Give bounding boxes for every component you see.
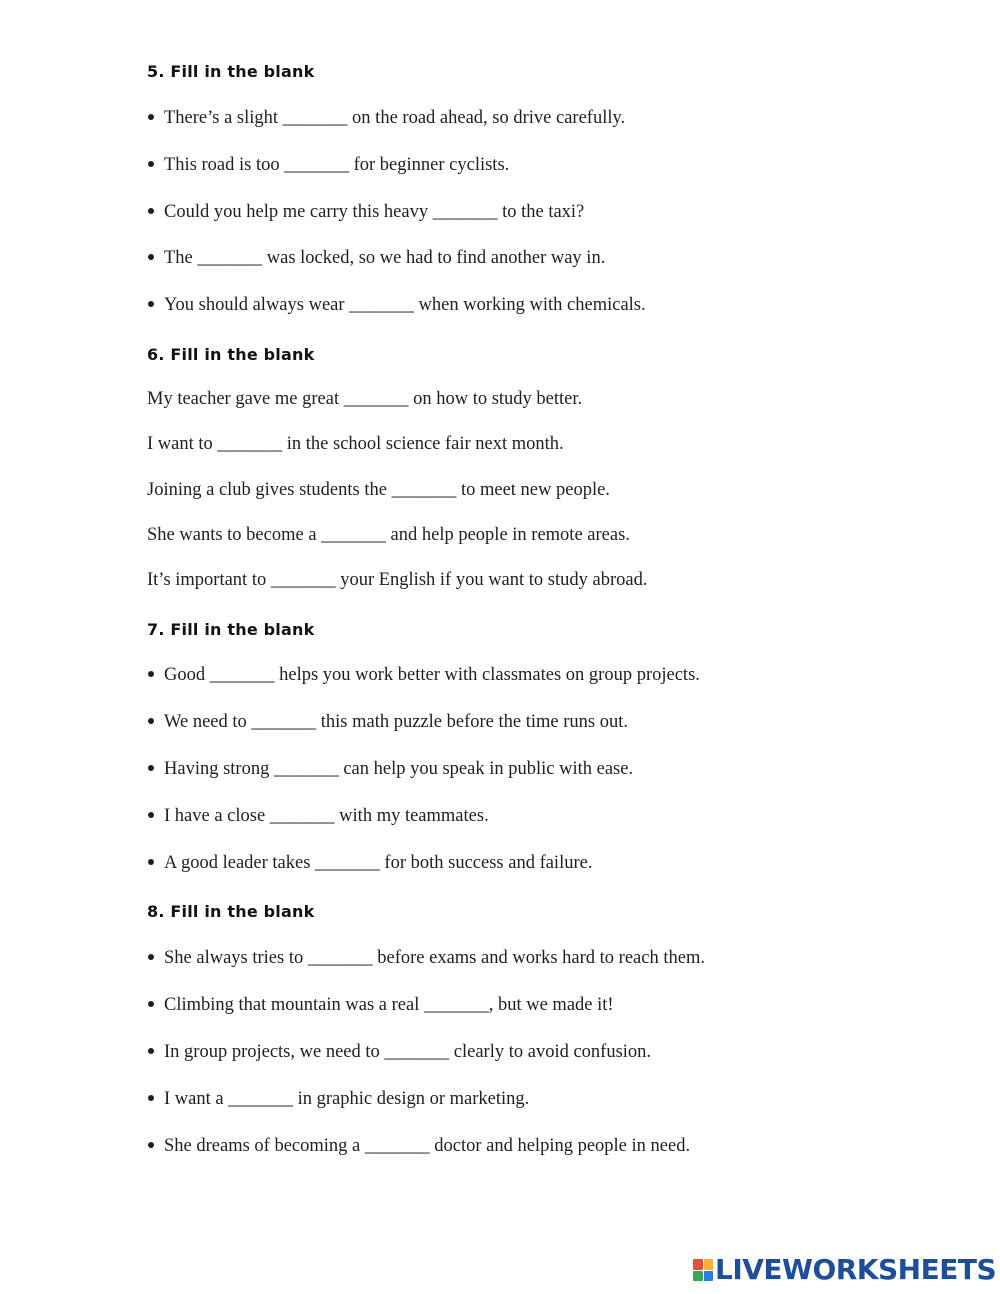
sentence-text: Could you help me carry this heavy _______ to the taxi? — [164, 202, 585, 222]
bullet-icon — [148, 718, 154, 724]
section-6-item-2: I want to _______ in the school science fair next month. — [147, 434, 564, 454]
section-8-item-1 — [148, 948, 705, 969]
bullet-icon — [148, 859, 154, 865]
sentence-text: I want a _______ in graphic design or marketing. — [164, 1089, 530, 1109]
section-5-item-4 — [148, 248, 605, 269]
bullet-icon — [148, 301, 154, 307]
bullet-icon — [148, 1142, 154, 1148]
bullet-icon — [148, 1001, 154, 1007]
liveworksheets-logo — [693, 1254, 996, 1286]
bullet-icon — [148, 1048, 154, 1054]
section-5-item-2 — [148, 155, 509, 176]
section-5-heading: 5. Fill in the blank — [147, 62, 315, 81]
section-6-item-3: Joining a club gives students the _______ to meet new people. — [147, 480, 610, 500]
sentence-text: We need to _______ this math puzzle before the time runs out. — [164, 712, 628, 732]
sentence-text: A good leader takes _______ for both success and failure. — [164, 853, 593, 873]
sentence-text: Good _______ helps you work better with classmates on group projects. — [164, 665, 700, 685]
sentence-text: In group projects, we need to _______ clearly to avoid confusion. — [164, 1042, 652, 1062]
sentence-text: I have a close _______ with my teammates. — [164, 806, 489, 826]
sentence-text: She dreams of becoming a _______ doctor and helping people in need. — [164, 1136, 691, 1156]
logo-icon — [693, 1259, 713, 1281]
bullet-icon — [148, 254, 154, 260]
bullet-icon — [148, 812, 154, 818]
section-5-item-5 — [148, 295, 646, 316]
section-8-item-4 — [148, 1089, 529, 1110]
bullet-icon — [148, 671, 154, 677]
logo-text: LIVEWORKSHEETS — [715, 1253, 997, 1286]
sentence-text: You should always wear _______ when working with chemicals. — [164, 295, 646, 315]
sentence-text: The _______ was locked, so we had to find another way in. — [164, 248, 606, 268]
section-7-heading: 7. Fill in the blank — [147, 620, 315, 639]
sentence-text: Having strong _______ can help you speak in public with ease. — [164, 759, 634, 779]
section-7-item-1 — [148, 665, 700, 686]
section-7-item-4 — [148, 806, 489, 827]
section-6-item-1: My teacher gave me great _______ on how to study better. — [147, 389, 583, 409]
section-8-heading: 8. Fill in the blank — [147, 902, 315, 921]
sentence-text: Climbing that mountain was a real _______, but we made it! — [164, 995, 614, 1015]
bullet-icon — [148, 765, 154, 771]
section-5-item-1 — [148, 108, 625, 129]
section-6-item-5: It’s important to _______ your English if you want to study abroad. — [147, 570, 648, 590]
section-8-item-3 — [148, 1042, 651, 1063]
bullet-icon — [148, 1095, 154, 1101]
section-5-item-3 — [148, 202, 584, 223]
bullet-icon — [148, 161, 154, 167]
sentence-text: There’s a slight _______ on the road ahead, so drive carefully. — [164, 108, 626, 128]
section-7-item-3 — [148, 759, 633, 780]
section-7-item-2 — [148, 712, 628, 733]
bullet-icon — [148, 954, 154, 960]
section-6-item-4: She wants to become a _______ and help people in remote areas. — [147, 525, 630, 545]
section-8-item-5 — [148, 1136, 690, 1157]
bullet-icon — [148, 208, 154, 214]
sentence-text: She always tries to _______ before exams and works hard to reach them. — [164, 948, 705, 968]
section-6-heading: 6. Fill in the blank — [147, 345, 315, 364]
sentence-text: This road is too _______ for beginner cyclists. — [164, 155, 510, 175]
bullet-icon — [148, 114, 154, 120]
section-8-item-2 — [148, 995, 614, 1016]
section-7-item-5 — [148, 853, 592, 874]
